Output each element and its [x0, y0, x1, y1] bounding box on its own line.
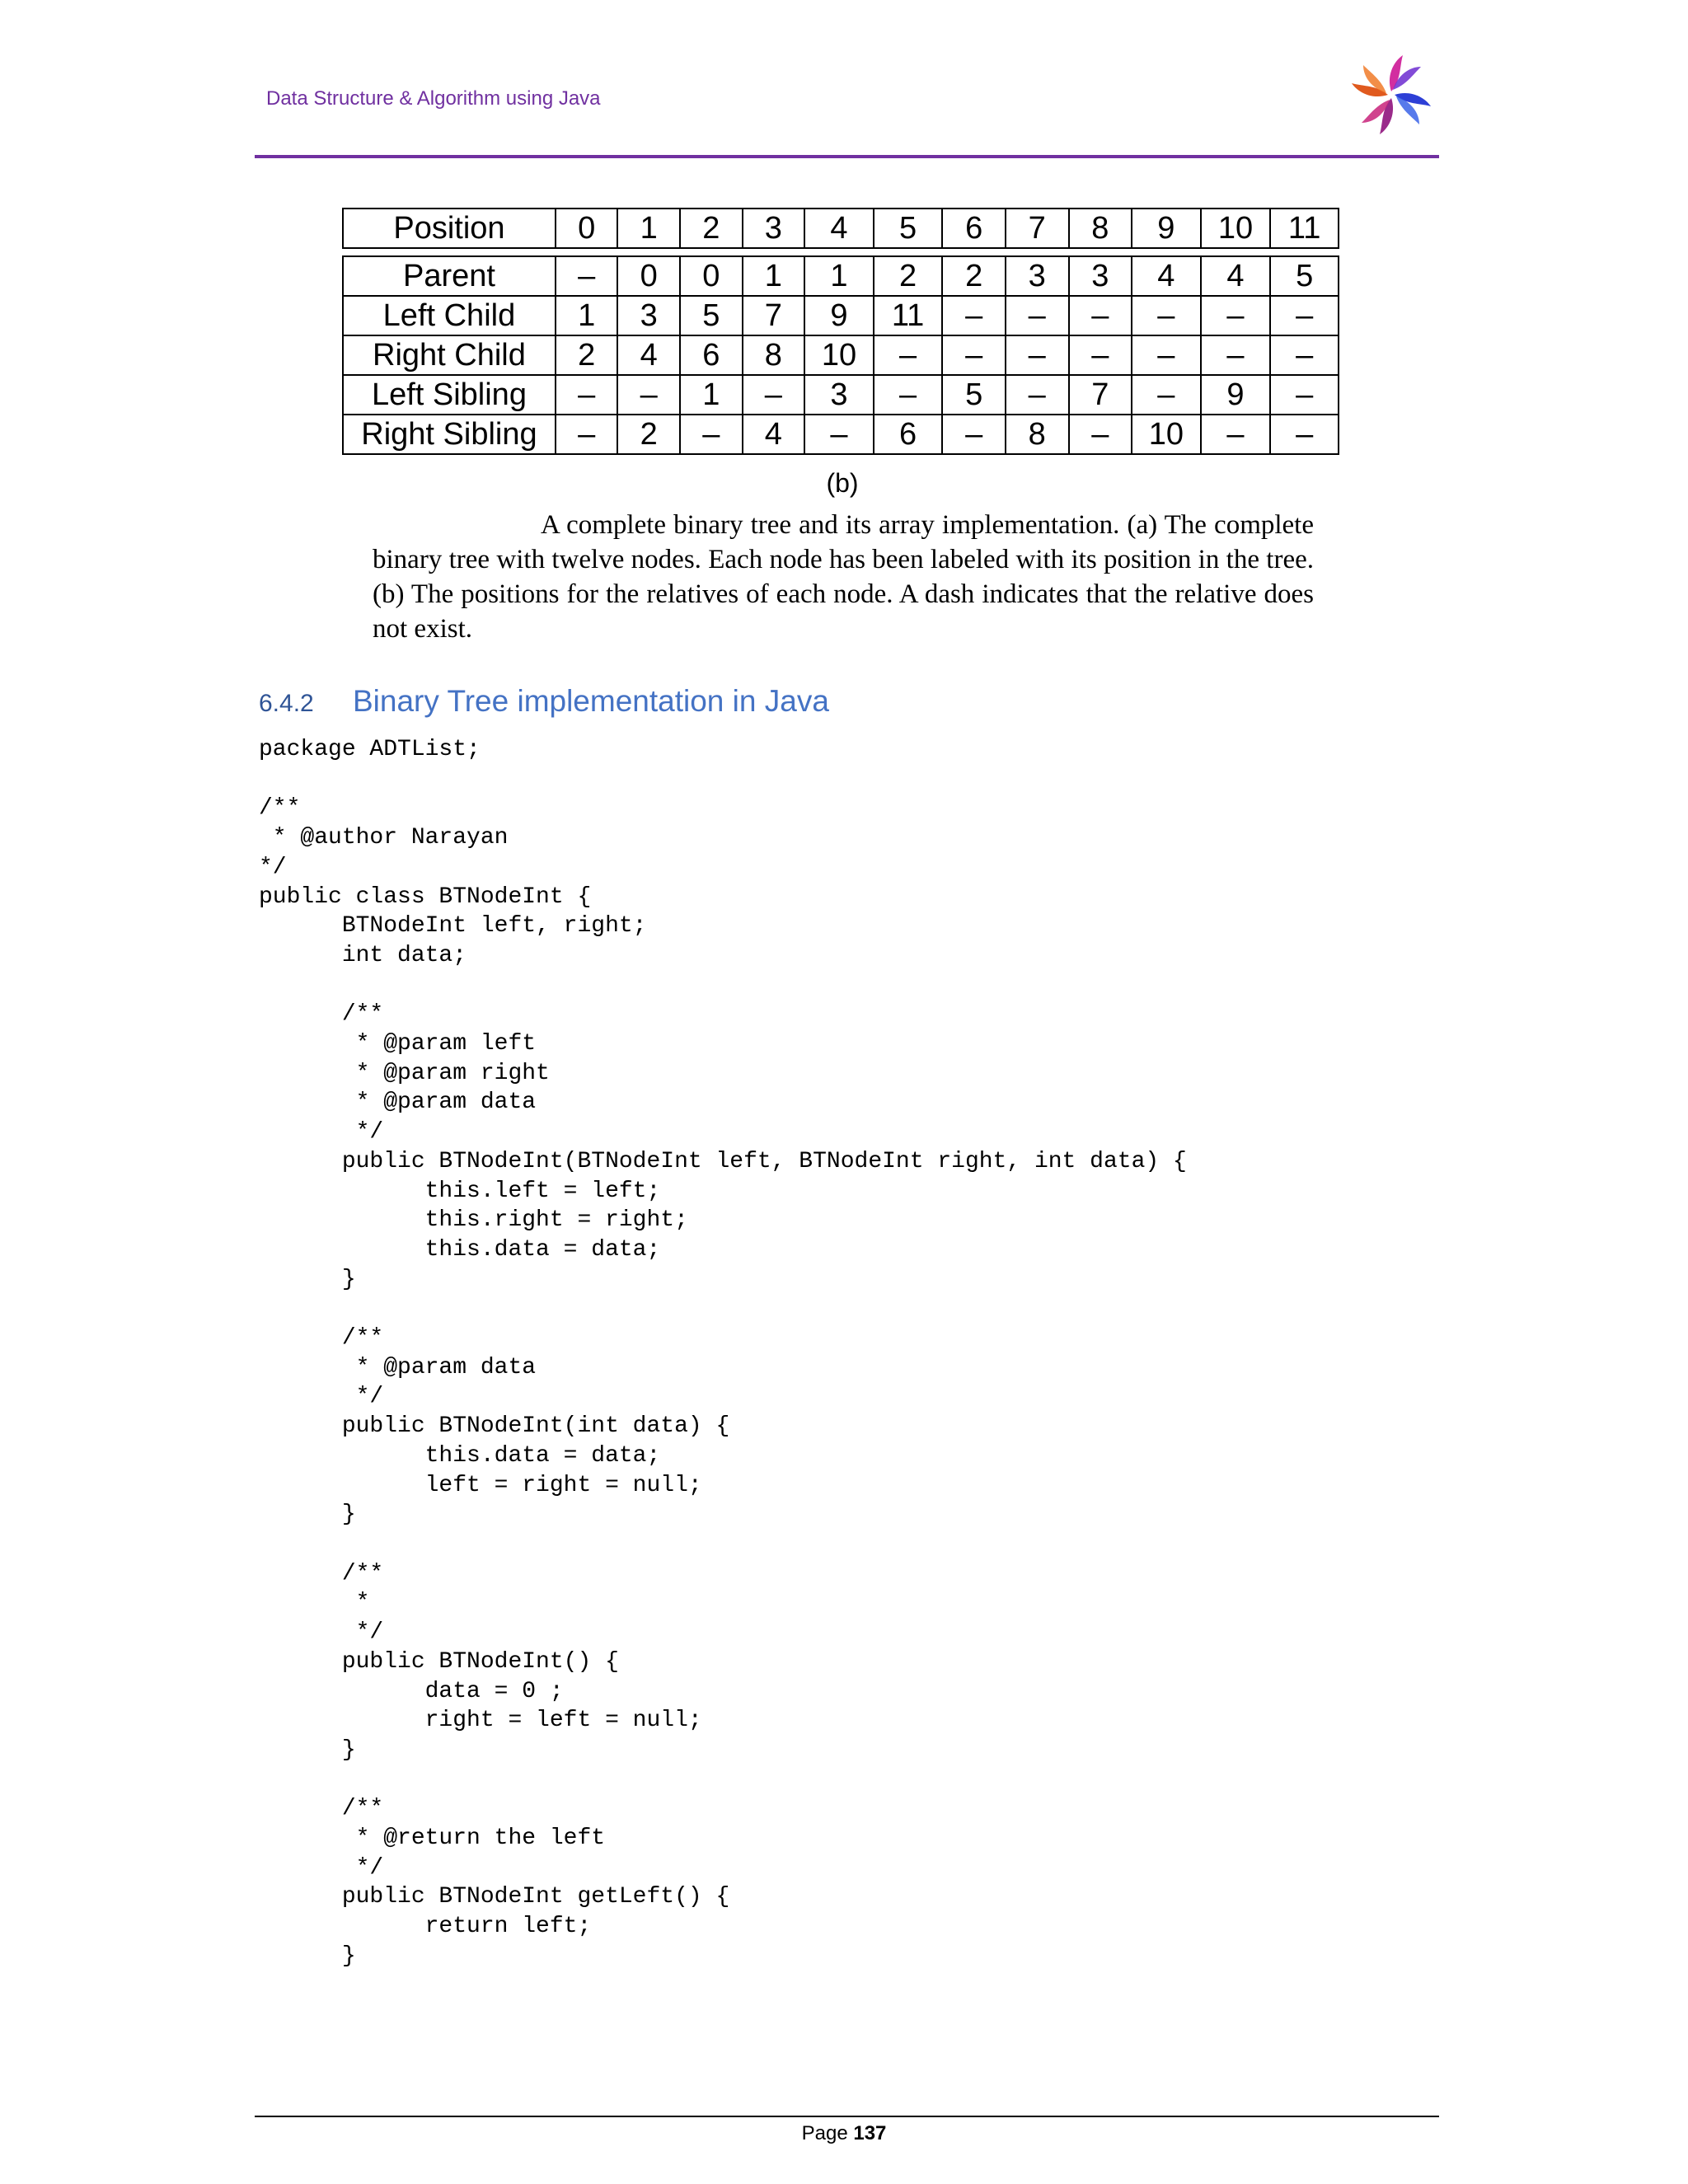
position-cell: 0: [556, 209, 618, 248]
table-cell: 2: [556, 335, 618, 375]
table-cell: –: [1006, 296, 1069, 335]
position-cell: 8: [1069, 209, 1132, 248]
row-header: Left Child: [343, 296, 556, 335]
position-cell: 11: [1270, 209, 1339, 248]
row-header: Right Sibling: [343, 415, 556, 454]
position-cell: 10: [1201, 209, 1271, 248]
table-cell: 4: [1201, 256, 1271, 296]
table-cell: 3: [617, 296, 680, 335]
table-cell: 7: [743, 296, 805, 335]
table-cell: 2: [942, 256, 1006, 296]
table-cell: 10: [804, 335, 874, 375]
section-title: Binary Tree implementation in Java: [353, 684, 829, 718]
position-cell: 4: [804, 209, 874, 248]
figure-caption: A complete binary tree and its array implementation. (a) The complete binary tree with twelve nodes. Each node has been labeled with its position in the tree. (b) The positions for the relatives of each node. A dash indicates that the relative does not exist.: [373, 510, 1314, 644]
table-cell: 3: [1069, 256, 1132, 296]
section-number: 6.4.2: [259, 690, 314, 717]
table-cell: –: [804, 415, 874, 454]
table-cell: 2: [617, 415, 680, 454]
header-title: Data Structure & Algorithm using Java: [266, 87, 601, 110]
table-cell: 2: [874, 256, 943, 296]
table-cell: –: [942, 415, 1006, 454]
table-cell: –: [1132, 296, 1201, 335]
table-cell: –: [1270, 335, 1339, 375]
row-header: Left Sibling: [343, 375, 556, 415]
position-row: [343, 209, 1339, 248]
table-cell: 4: [617, 335, 680, 375]
table-cell: –: [874, 375, 943, 415]
table-cell: 8: [743, 335, 805, 375]
relatives-table: [342, 208, 1339, 455]
table-row: [343, 256, 1339, 296]
table-cell: 7: [1069, 375, 1132, 415]
table-cell: 6: [874, 415, 943, 454]
table-cell: 9: [1201, 375, 1271, 415]
table-cell: –: [1270, 375, 1339, 415]
table-cell: –: [556, 415, 618, 454]
table-gap: [343, 248, 1339, 256]
row-header: Position: [343, 209, 556, 248]
table-cell: –: [1006, 375, 1069, 415]
page-number: [0, 2122, 1688, 2145]
table-row: [343, 375, 1339, 415]
table-cell: –: [1201, 415, 1271, 454]
position-cell: 5: [874, 209, 943, 248]
figure-label: (b): [826, 468, 859, 498]
table-cell: –: [1201, 335, 1271, 375]
position-cell: 7: [1006, 209, 1069, 248]
table-cell: –: [1069, 415, 1132, 454]
table-cell: –: [556, 375, 618, 415]
table-cell: –: [874, 335, 943, 375]
table-cell: 1: [680, 375, 743, 415]
position-cell: 2: [680, 209, 743, 248]
page-label: Page: [801, 2122, 848, 2144]
table-cell: –: [1270, 296, 1339, 335]
page-number-value: 137: [853, 2122, 887, 2144]
table-cell: –: [942, 335, 1006, 375]
table-cell: 3: [804, 375, 874, 415]
table-cell: 4: [1132, 256, 1201, 296]
table-row: [343, 415, 1339, 454]
table-cell: –: [1270, 415, 1339, 454]
table-cell: –: [1132, 335, 1201, 375]
table-cell: 5: [680, 296, 743, 335]
table-cell: –: [1201, 296, 1271, 335]
row-header: Parent: [343, 256, 556, 296]
table-cell: 11: [874, 296, 943, 335]
table-cell: –: [942, 296, 1006, 335]
table-cell: 10: [1132, 415, 1201, 454]
table-cell: 4: [743, 415, 805, 454]
row-header: Right Child: [343, 335, 556, 375]
position-cell: 9: [1132, 209, 1201, 248]
table-cell: 8: [1006, 415, 1069, 454]
table-cell: 0: [617, 256, 680, 296]
table-cell: –: [556, 256, 618, 296]
table-cell: 5: [1270, 256, 1339, 296]
table-cell: 6: [680, 335, 743, 375]
table-cell: 5: [942, 375, 1006, 415]
table-cell: –: [1132, 375, 1201, 415]
table-cell: –: [680, 415, 743, 454]
table-row: [343, 335, 1339, 375]
position-cell: 6: [942, 209, 1006, 248]
position-cell: 3: [743, 209, 805, 248]
table-cell: 9: [804, 296, 874, 335]
footer-rule: [255, 2116, 1439, 2117]
table-row: [343, 296, 1339, 335]
table-cell: 3: [1006, 256, 1069, 296]
pinwheel-logo-icon: [1345, 53, 1437, 137]
header-rule: [255, 155, 1439, 158]
table-cell: –: [617, 375, 680, 415]
table-cell: –: [743, 375, 805, 415]
table-cell: –: [1069, 335, 1132, 375]
code-listing: package ADTList; /** * @author Narayan */ public class BTNodeInt { BTNodeInt left, right; int data; /** * @param left * @param right * @param data */ public BTNodeInt(BTNodeInt left, BTNodeInt right, int data) { this.left = left; this.right = right; this.data = data; } /** * @param data */ public BTNodeInt(int data) { this.data = data; left = right = null; } /** * */ public BTNodeInt() { data = 0 ; right = left = null; } /** * @return the left */ public BTNodeInt getLeft() { return left; }: [259, 737, 1187, 1969]
table-cell: 0: [680, 256, 743, 296]
table-cell: –: [1006, 335, 1069, 375]
position-cell: 1: [617, 209, 680, 248]
table-cell: 1: [556, 296, 618, 335]
table-cell: 1: [743, 256, 805, 296]
table-cell: –: [1069, 296, 1132, 335]
table-cell: 1: [804, 256, 874, 296]
